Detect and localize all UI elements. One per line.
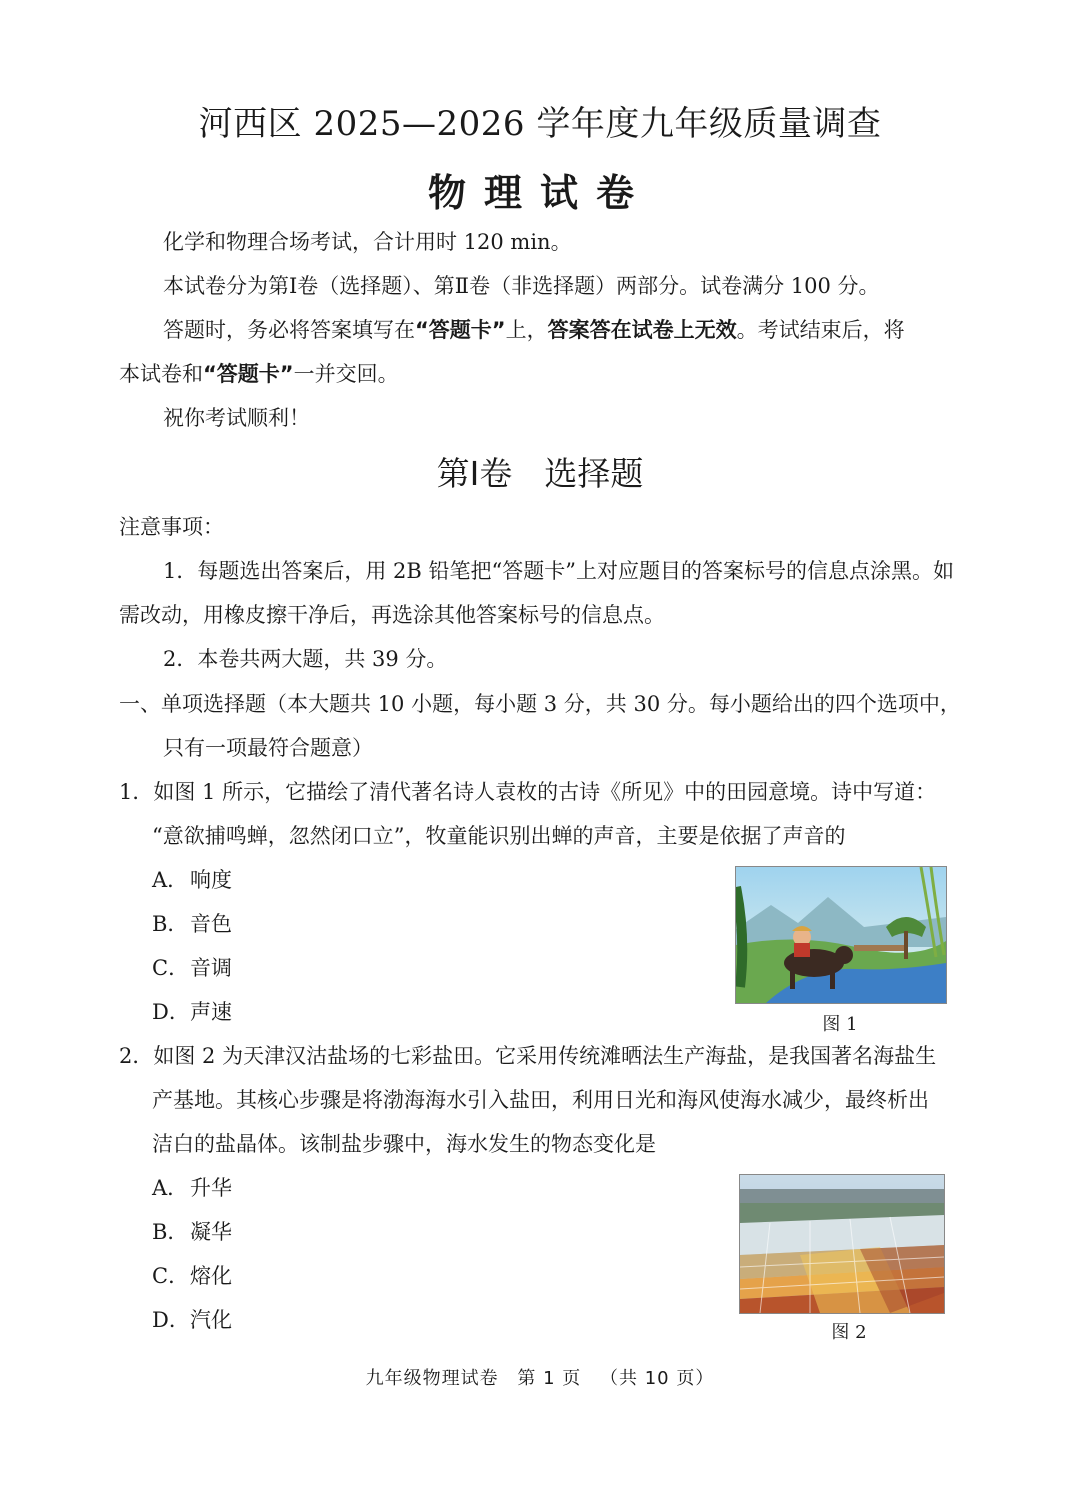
notes-item-1a: 1．每题选出答案后，用 2B 铅笔把“答题卡”上对应题目的答案标号的信息点涂黑。如 [163,559,954,583]
q2-option-d-letter: D． [152,1308,190,1332]
q1-option-a[interactable] [152,858,232,902]
footer-exam-name: 九年级物理试卷 [365,1368,499,1389]
intro-line-3-a: 答题时，务必将答案填写在 [163,318,415,342]
q2-option-c[interactable] [152,1254,232,1298]
q1-option-d-letter: D． [152,1000,190,1024]
section-part: 第Ⅰ卷 [436,454,513,493]
notes-heading: 注意事项： [119,515,224,539]
exam-title: 河西区 2025—2026 学年度九年级质量调查 [198,104,882,144]
q1-option-a-letter: A． [152,868,189,892]
q2-option-b-text: 凝华 [190,1220,232,1244]
good-luck-line: 祝你考试顺利！ [163,406,310,430]
q2-option-d-text: 汽化 [190,1308,232,1332]
intro-line-3-e: 。考试结束后，将 [736,318,905,342]
intro-line-4-c: 一并交回。 [293,362,399,386]
q1-option-c-letter: C． [152,956,190,980]
q2-option-c-text: 熔化 [190,1264,232,1288]
q1-option-c-text: 音调 [190,956,232,980]
intro-line-3-c: 上， [505,318,548,342]
q1-option-b[interactable] [152,902,232,946]
section-name: 选择题 [544,454,644,493]
figure-2-image [739,1174,945,1314]
q1-option-d-text: 声速 [190,1000,232,1024]
figure-2-caption: 图 2 [831,1322,867,1343]
figure-1-caption: 图 1 [822,1014,858,1035]
q1-option-d[interactable] [152,990,232,1034]
part1-heading-a: 一、单项选择题（本大题共 10 小题，每小题 3 分，共 30 分。每小题给出的四个选项中， [119,692,961,716]
q1-option-a-text: 响度 [190,868,232,892]
q2-option-b-letter: B． [152,1220,189,1244]
intro-line-1: 化学和物理合场考试，合计用时 120 min。 [163,230,572,254]
q1-option-b-letter: B． [152,912,189,936]
section-title [0,448,1080,495]
question-2-line-b: 产基地。其核心步骤是将渤海海水引入盐田，利用日光和海风使海水减少，最终析出 [152,1088,929,1112]
intro-line-3 [163,308,905,352]
page-footer [0,1364,1080,1390]
salt-fields-photo [740,1175,944,1313]
q2-option-b[interactable] [152,1210,232,1254]
q1-option-c[interactable] [152,946,232,990]
q2-option-a[interactable] [152,1166,232,1210]
q2-option-d[interactable] [152,1298,232,1342]
answer-card-emphasis-2: “答题卡” [203,362,294,386]
intro-line-4 [119,352,399,396]
q2-option-a-letter: A． [152,1176,189,1200]
q2-option-a-text: 升华 [190,1176,232,1200]
answer-card-emphasis: “答题卡” [415,318,506,342]
footer-total-pages: （共 10 页） [600,1368,715,1389]
question-2-line-c: 洁白的盐晶体。该制盐步骤中，海水发生的物态变化是 [152,1132,656,1156]
question-1-line-a: 1．如图 1 所示，它描绘了清代著名诗人袁枚的古诗《所见》中的田园意境。诗中写道： [119,780,937,804]
part1-heading-b: 只有一项最符合题意） [163,736,373,760]
figure-1-image [735,866,947,1004]
subject-title: 物理试卷 [427,171,652,215]
intro-line-4-a: 本试卷和 [119,362,203,386]
q1-option-b-text: 音色 [190,912,232,936]
question-1-line-b: “意欲捕鸣蝉，忽然闭口立”，牧童能识别出蝉的声音，主要是依据了声音的 [152,824,846,848]
notes-item-2: 2．本卷共两大题，共 39 分。 [163,647,448,671]
q2-option-c-letter: C． [152,1264,190,1288]
invalid-answer-emphasis: 答案答在试卷上无效 [547,318,737,342]
question-2-line-a: 2．如图 2 为天津汉沽盐场的七彩盐田。它采用传统滩晒法生产海盐，是我国著名海盐生 [119,1044,937,1068]
intro-line-2: 本试卷分为第Ⅰ卷（选择题）、第Ⅱ卷（非选择题）两部分。试卷满分 100 分。 [163,274,880,298]
herd-boy-illustration [736,867,946,1003]
notes-item-1b: 需改动，用橡皮擦干净后，再选涂其他答案标号的信息点。 [119,603,665,627]
footer-page-number: 第 1 页 [517,1368,582,1389]
